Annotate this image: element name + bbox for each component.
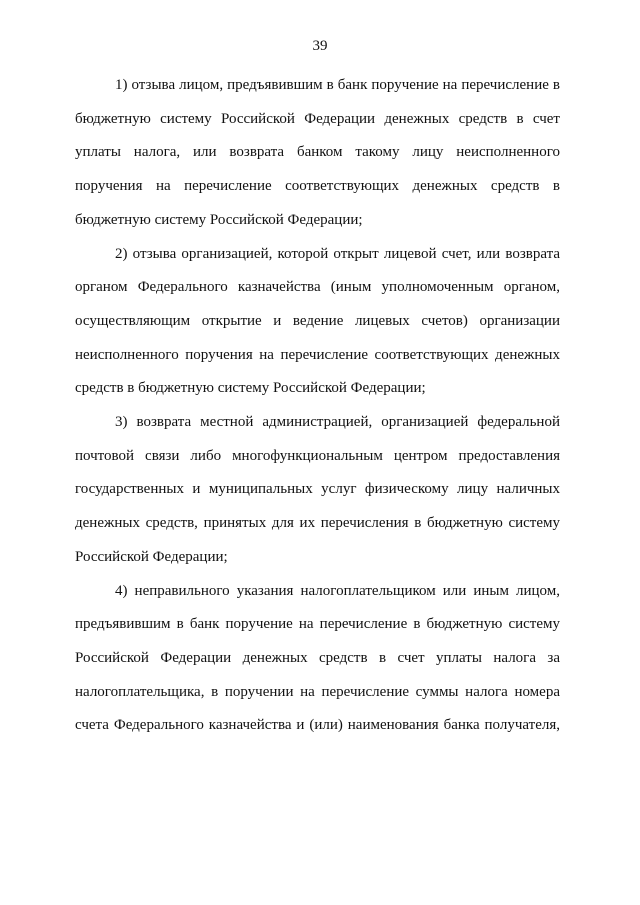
document-body: [75, 69, 560, 743]
paragraph-1: 1) отзыва лицом, предъявившим в банк поручение на перечисление в бюджетную систему Российской Федерации денежных средств в счет уплаты налога, или возврата банком такому лицу неисполненного поручения на перечисление соответствующих денежных средств в бюджетную систему Российской Федерации;: [75, 77, 560, 228]
paragraph-2: 2) отзыва организацией, которой открыт лицевой счет, или возврата органом Федерального казначейства (иным уполномоченным органом, осуществляющим открытие и ведение лицевых счетов) организации неисполненного поручения на перечисление соответствующих денежных средств в бюджетную систему Российской Федерации;: [75, 245, 560, 397]
paragraph-4: 4) неправильного указания налогоплательщиком или иным лицом, предъявившим в банк поручение на перечисление в бюджетную систему Российской Федерации денежных средств в счет уплаты налога за налогоплательщика, в поручении на перечисление суммы налога номера счета Федерального казначейства и (или) наименования банка получателя,: [75, 582, 560, 734]
page-number: 39: [312, 38, 328, 54]
paragraph-3: 3) возврата местной администрацией, организацией федеральной почтовой связи либо многофункциональным центром предоставления государственных и муниципальных услуг физическому лицу наличных денежных средств, принятых для их перечисления в бюджетную систему Российской Федерации;: [75, 414, 560, 565]
